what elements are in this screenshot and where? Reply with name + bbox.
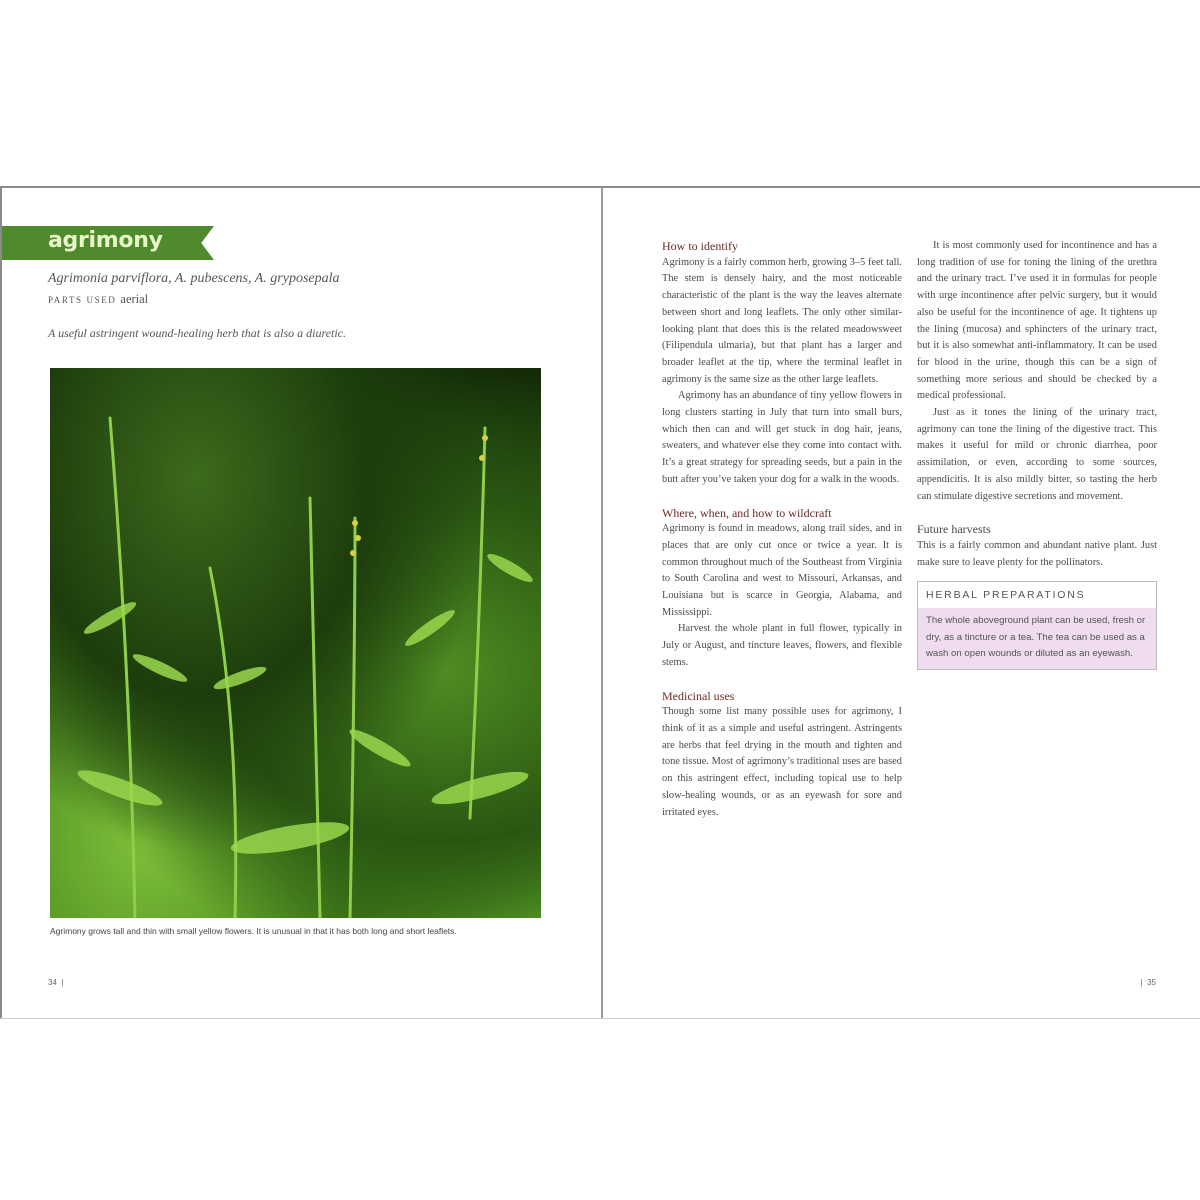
paragraph: Though some list many possible uses for agrimony, I think of it as a simple and useful astringent. Astringents are herbs that feel drying in the mouth and tighten and tone tissue. Most of agrimony’s traditional uses are based on this astringent effect, including topical use to help slow-healing wounds, or as an eyewash for sore and irritated eyes. (662, 706, 902, 818)
latin-names: Agrimonia parviflora, A. pubescens, A. gryposepala (48, 271, 340, 286)
section-heading: Where, when, and how to wildcraft (662, 505, 832, 520)
parts-used-value: aerial (120, 292, 149, 306)
right-page (603, 188, 1200, 1018)
section-heading: Future harvests (917, 522, 991, 537)
parts-used-label: PARTS USED (48, 295, 117, 305)
photo-caption: Agrimony grows tall and thin with small yellow flowers. It is unusual in that it has both long and short leaflets. (50, 926, 457, 936)
herbal-preparations-box (917, 581, 1157, 669)
section-heading: How to identify (662, 239, 738, 253)
paragraph: This is a fairly common and abundant native plant. Just make sure to leave plenty for the pollinators. (917, 539, 1157, 568)
herb-title: agrimony (48, 228, 163, 253)
paragraph: Just as it tones the lining of the urinary tract, agrimony can tone the lining of the digestive tract. This makes it useful for mild or chronic diarrhea, poor assimilation, or even, according to some sources, appendicitis. It is also mildly bitter, so tasting the herb can stimulate digestive secretions and movement. (917, 407, 1157, 502)
section-heading: Medicinal uses (662, 688, 735, 703)
plant-photo (50, 368, 541, 918)
tagline: A useful astringent wound-healing herb that is also a diuretic. (48, 326, 346, 340)
parts-used (48, 292, 148, 307)
paragraph: Agrimony has an abundance of tiny yellow flowers in long clusters starting in July that turn into small burs, which then can and will get stuck in dog hair, jeans, sweaters, and whatever else they come into contact with. It’s a great strategy for spreading seeds, but a pain in the butt after you’ve taken your dog for a walk in the woods. (662, 390, 902, 485)
paragraph: It is most commonly used for incontinence and has a long tradition of use for toning the lining of the urethra and the urinary tract. I’ve used it in formulas for people with urge incontinence after pelvic surgery, but it would also be useful for the incontinence of age. It tightens up the lining (mucosa) and sphincters of the urinary tract, but it is also somewhat anti-inflammatory. It can be used for blood in the urine, though this can be a sign of something more serious and should be checked by a medical professional. (917, 240, 1157, 402)
page-number-left: 34 | (48, 978, 64, 987)
page-number-right: | 35 (1140, 978, 1156, 987)
book-spread (0, 186, 1200, 1019)
text-column-1 (662, 238, 902, 821)
box-body: The whole aboveground plant can be used, fresh or dry, as a tincture or a tea. The tea can be used as a wash on open wounds or diluted as an eyewash. (918, 608, 1156, 669)
box-title: HERBAL PREPARATIONS (926, 589, 1086, 602)
left-page (0, 188, 603, 1018)
paragraph: Agrimony is a fairly common herb, growing 3–5 feet tall. The stem is densely hairy, and the most noticeable characteristic of the plant is the way the leaves alternate between short and long leaflets. The only other similar-looking plant that does this is the related meadowsweet (Filipendula ulmaria), but that plant has a larger and broader leaflet at the tip, where the terminal leaflet in agrimony is the same size as the other large leaflets. (662, 256, 902, 385)
paragraph: Harvest the whole plant in full flower, typically in July or August, and tincture leaves, flowers, and flexible stems. (662, 623, 902, 668)
paragraph: Agrimony is found in meadows, along trail sides, and in places that are only cut once or twice a year. It is common throughout much of the Southeast from Virginia to South Carolina and west to Missouri, Arkansas, and Louisiana but is scarce in Georgia, Alabama, and Mississippi. (662, 523, 902, 618)
text-column-2 (917, 238, 1157, 670)
